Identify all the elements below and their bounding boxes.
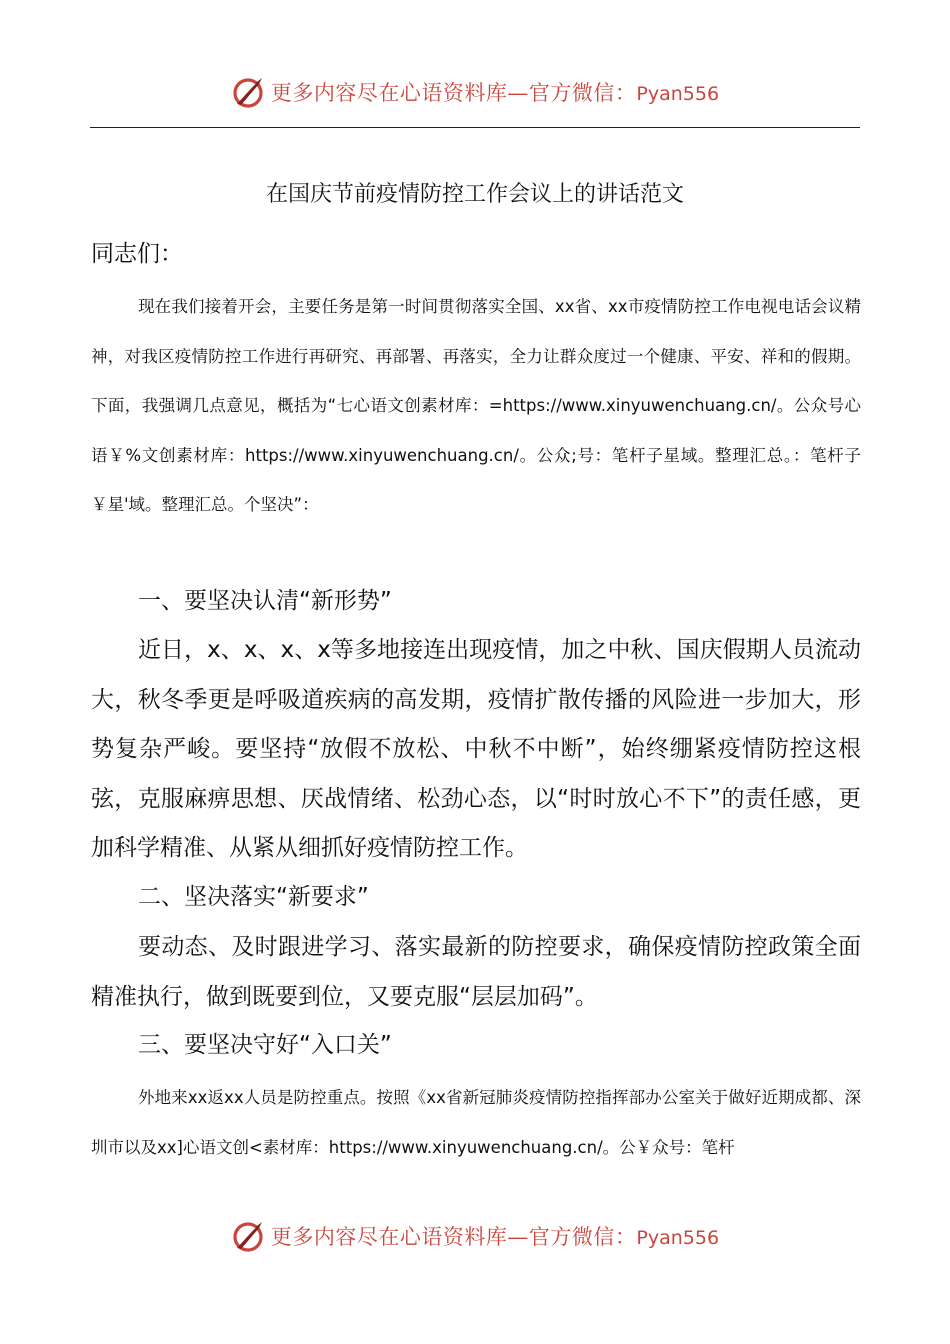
section-heading-3: 三、要坚决守好“入口关” [138, 1032, 392, 1058]
header-wechat-id: Pyan556 [636, 83, 720, 105]
intro-paragraph: 现在我们接着开会，主要任务是第一时间贯彻落实全国、xx省、xx市疫情防控工作电视电话会议精神，对我区疫情防控工作进行再研究、再部署、再落实，全力让群众度过一个健康、平安、祥和的假期。下面，我强调几点意见，概括为“七心语文创素材库：=https://www.xinyuwenchuang.cn/。公众号心语￥%文创素材库：https://www.xinyuwenchuang.cn/。公众;号：笔杆子星域。整理汇总。：笔杆子￥星'域。整理汇总。个坚决”： [91, 297, 861, 514]
header-banner [0, 70, 950, 114]
section-body-3: 外地来xx返xx人员是防控重点。按照《xx省新冠肺炎疫情防控指挥部办公室关于做好近期成都、深圳市以及xx]心语文创<素材库：https://www.xinyuwenchuang.cn/。公￥众号：笔杆 [91, 1088, 861, 1157]
section-body-1: 近日，x、x、x、x等多地接连出现疫情，加之中秋、国庆假期人员流动大，秋冬季更是呼吸道疾病的高发期，疫情扩散传播的风险进一步加大，形势复杂严峻。要坚持“放假不放松、中秋不中断”，始终绷紧疫情防控这根弦，克服麻痹思想、厌战情绪、松劲心态，以“时时放心不下”的责任感，更加科学精准、从紧从细抓好疫情防控工作。 [91, 637, 861, 861]
document-title: 在国庆节前疫情防控工作会议上的讲话范文 [265, 182, 684, 207]
section-body-2: 要动态、及时跟进学习、落实最新的防控要求，确保疫情防控政策全面精准执行，做到既要到位，又要克服“层层加码”。 [91, 934, 861, 1010]
footer-banner [0, 1214, 950, 1258]
quill-logo-icon [231, 74, 267, 110]
salutation: 同志们： [91, 241, 183, 267]
header-divider [90, 127, 860, 128]
header-banner-text: 更多内容尽在心语资料库—官方微信：Pyan556 [270, 81, 720, 105]
footer-wechat-id: Pyan556 [636, 1227, 720, 1249]
quill-logo-icon [231, 1218, 267, 1254]
section-heading-2: 二、坚决落实“新要求” [138, 884, 369, 910]
footer-banner-text: 更多内容尽在心语资料库—官方微信：Pyan556 [270, 1225, 720, 1249]
section-heading-1: 一、要坚决认清“新形势” [138, 588, 392, 614]
